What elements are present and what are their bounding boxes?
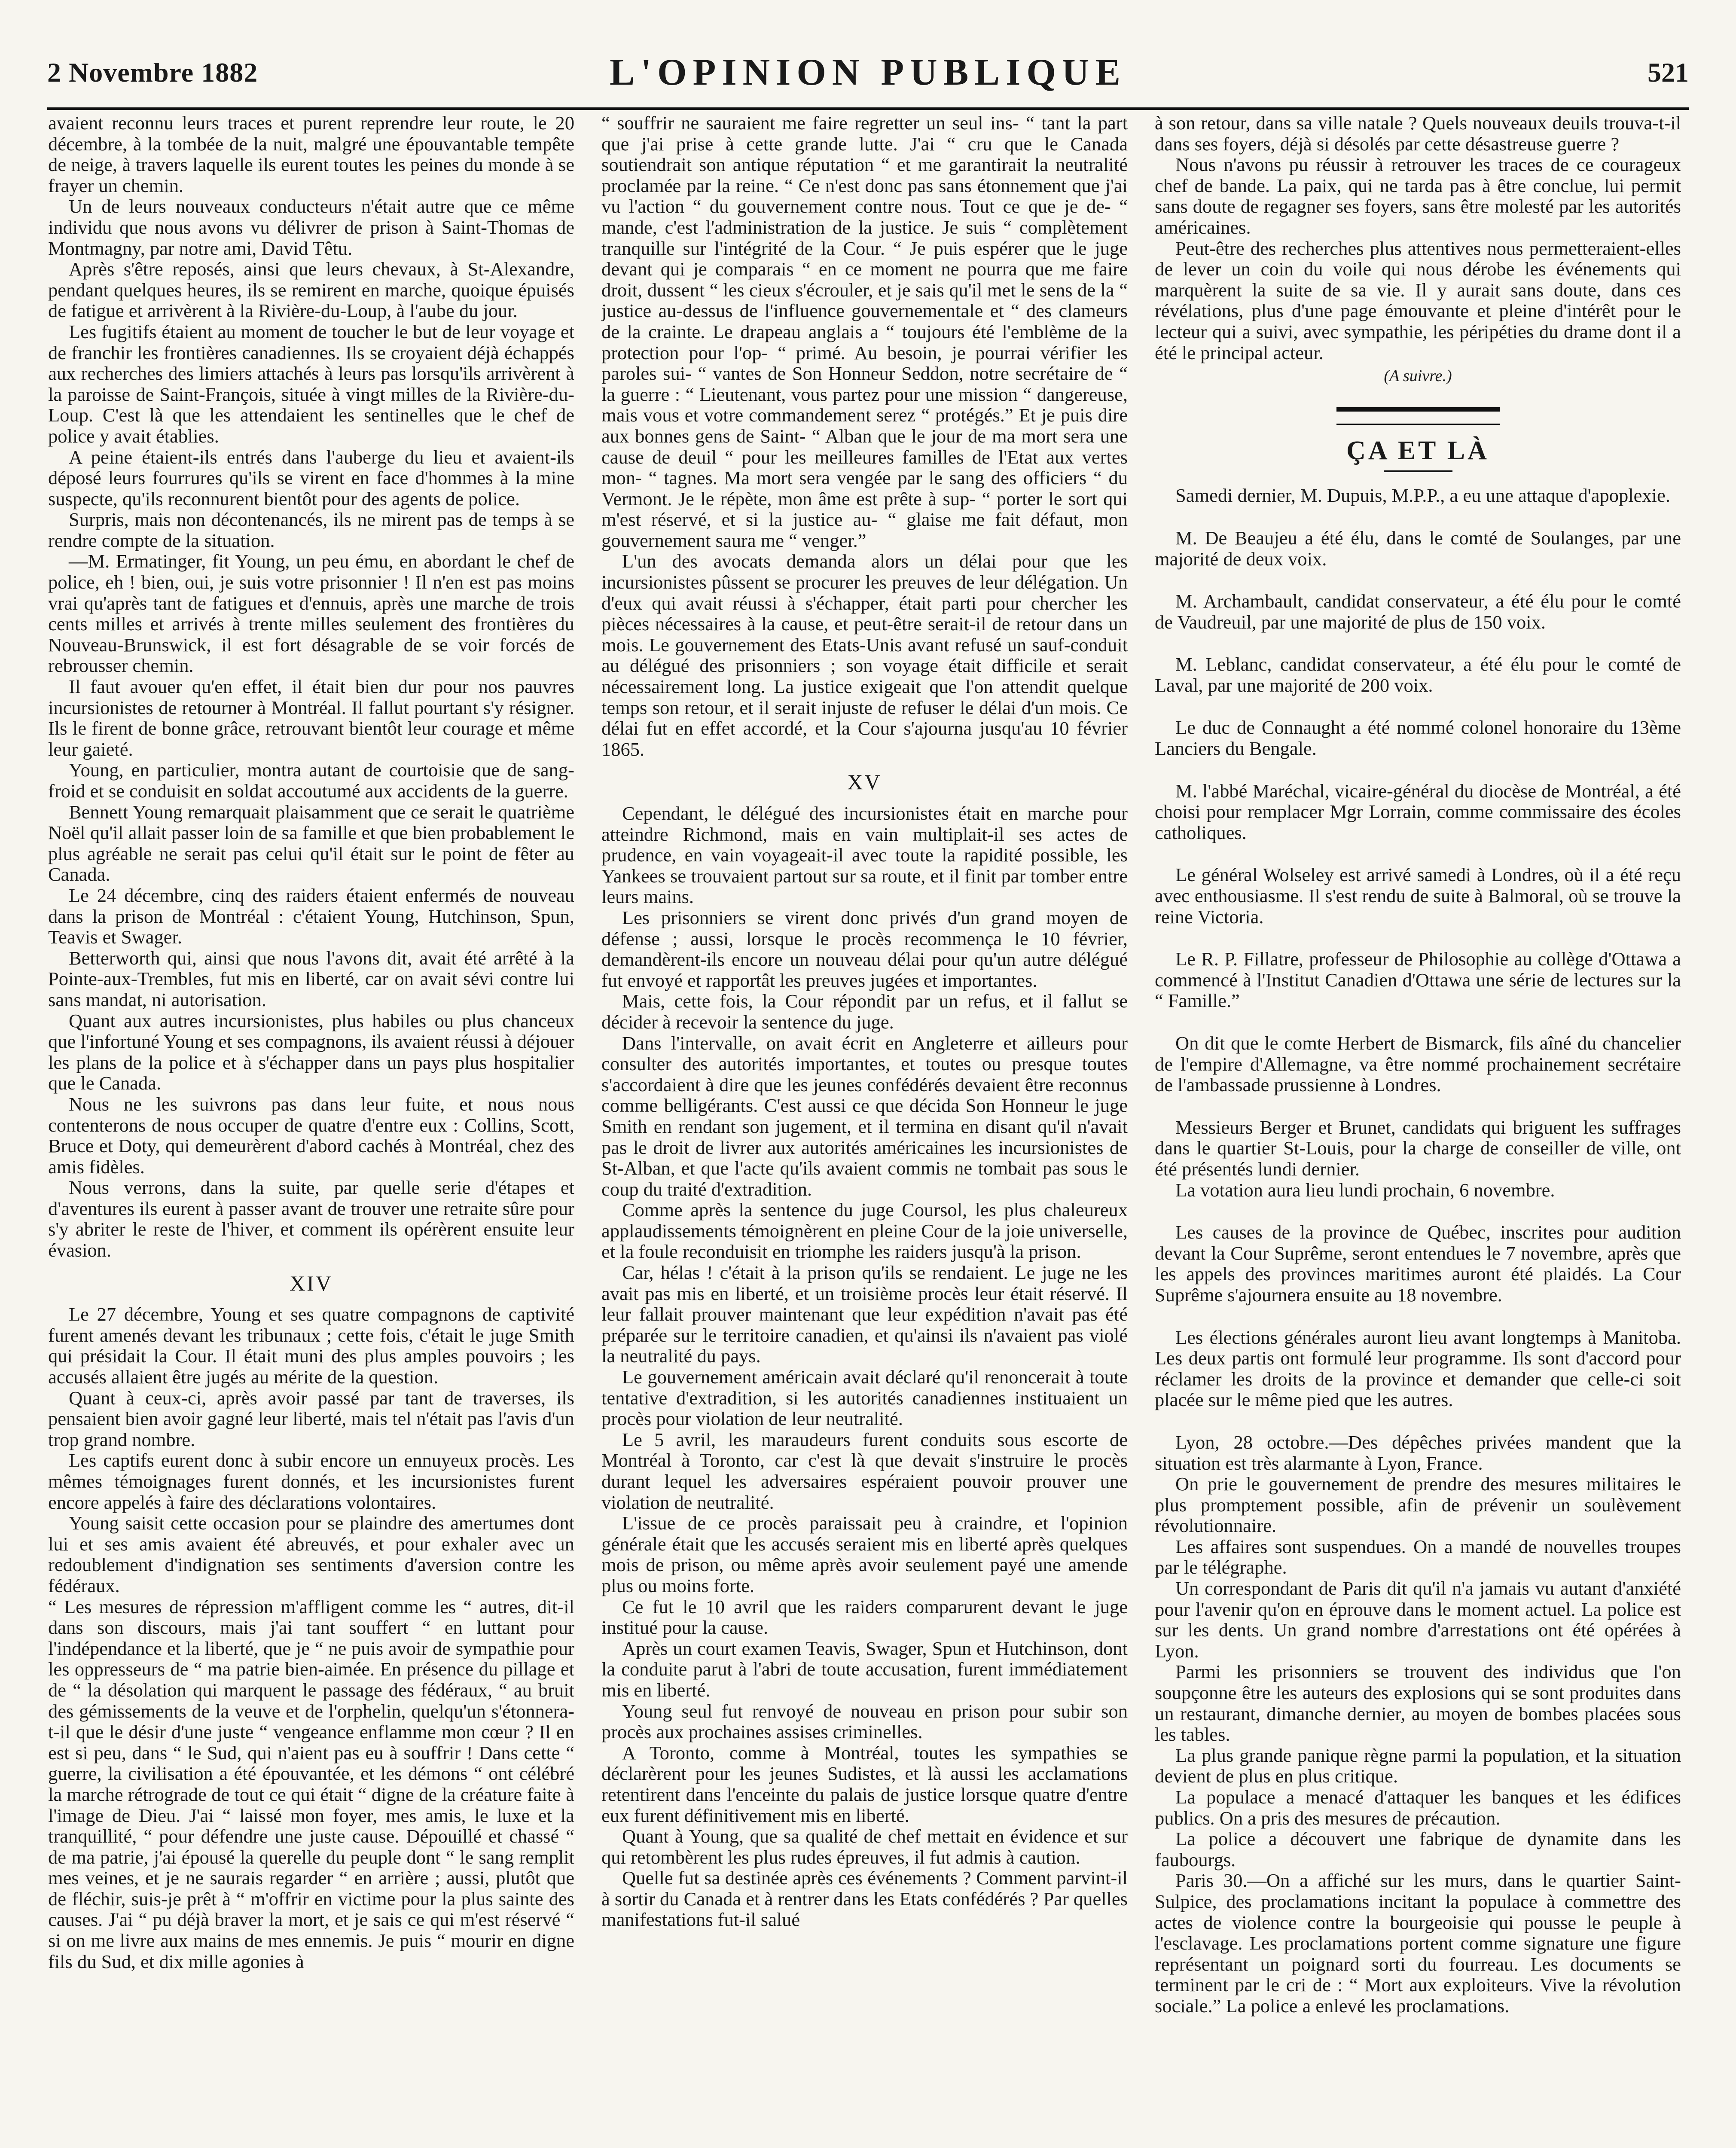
news-item: Messieurs Berger et Brunet, candidats qui briguent les suffrages dans le quartier St-Louis, pour la charge de conseiller de ville, ont été présentés lundi dernier. xyxy=(1155,1116,1681,1180)
news-item: M. De Beaujeu a été élu, dans le comté de Soulanges, par une majorité de deux voix. xyxy=(1155,527,1681,570)
paragraph: A Toronto, comme à Montréal, toutes les sympathies se déclarèrent pour les jeunes Sudistes, et là aussi les acclamations retentirent dans l'enceinte du palais de justice lorsque quatre d'entre eux furent définitivement mis en liberté. xyxy=(601,1742,1128,1826)
dispatch-paragraph: Les affaires sont suspendues. On a mandé de nouvelles troupes par le télégraphe. xyxy=(1155,1535,1681,1578)
paragraph: Le 5 avril, les maraudeurs furent conduits sous escorte de Montréal à Toronto, car c'est là que devait s'instruire le procès durant lequel les adversaires espéraient pouvoir prouver une violation de neutralité. xyxy=(601,1428,1128,1513)
section-ornament-rule xyxy=(1336,407,1500,425)
masthead-title: L'OPINION PUBLIQUE xyxy=(609,52,1127,93)
paragraph: Nous n'avons pu réussir à retrouver les traces de ce courageux chef de bande. La paix, qui ne tarda pas à être conclue, lui permit sans doute de regagner ses foyers, sans être molesté par les autorités américaines. xyxy=(1155,154,1681,238)
paragraph: Betterworth qui, ainsi que nous l'avons dit, avait été arrêté à la Pointe-aux-Trembles, fut mis en liberté, car on avait sévi contre lui sans mandat, ni autorisation. xyxy=(48,947,574,1010)
paragraph: Quant aux autres incursionistes, plus habiles ou plus chanceux que l'infortuné Young et ses compagnons, ils avaient réussi à déjouer les plans de la police et à s'échapper dans un pays plus hospitalier que le Canada. xyxy=(48,1010,574,1094)
section-heading-xiv: XIV xyxy=(290,1271,333,1295)
header-rule xyxy=(47,107,1689,110)
quoted-speech: “ Les mesures de répression m'affligent comme les “ autres, dit-il dans son discours, mais j'ai tant souffert “ en luttant pour l'indépendance et la liberté, que je “ ne puis avoir de sympathie pour les oppresseurs de “ ma patrie bien-aimée. En présence du pillage et de “ la désolation qui marquent le passage des fédéraux, “ au bruit des gémissements de la veuve et de l'orphelin, quelqu'un s'étonnera-t-il que le désir d'une juste “ vengeance enflamme mon cœur ? Il en est si peu, dans “ le Sud, qui n'aient pas eu à souffrir ! Dans cette “ guerre, la civilisation a été épouvantée, et les démons “ ont célébré la marche rétrograde de tout ce qui était “ digne de la créature faite à l'image de Dieu. J'ai “ laissé mon foyer, mes amis, le luxe et la tranquillité, “ pour défendre une juste cause. Dépouillé et chassé “ de ma patrie, j'ai épousé la querelle du peuple dont “ le sang remplit mes veines, et je ne saurais regarder “ en arrière ; aussi, plutôt que de fléchir, suis-je prêt à “ m'offrir en victime pour la plus sainte des causes. J'ai “ pu déjà braver la mort, et je sais ce qui m'est réservé “ si on me livre aux mains de mes ennemis. Je puis “ mourir en digne fils du Sud, et dix mille agonies à xyxy=(48,1596,574,1972)
paragraph: Surpris, mais non décontenancés, ils ne mirent pas de temps à se rendre compte de la situation. xyxy=(48,509,574,551)
paragraph: avaient reconnu leurs traces et purent reprendre leur route, le 20 décembre, à la tombée de la nuit, malgré une épouvantable tempête de neige, à travers laquelle ils eurent toutes les peines du monde à se frayer un chemin. xyxy=(48,113,574,196)
paragraph: Le 24 décembre, cinq des raiders étaient enfermés de nouveau dans la prison de Montréal : c'étaient Young, Hutchinson, Spun, Teavis et Swager. xyxy=(48,884,574,948)
paragraph: Après s'être reposés, ainsi que leurs chevaux, à St-Alexandre, pendant quelques heures, ils se remirent en marche, quoique épuisés de fatigue et arrivèrent à la Rivière-du-Loup, à l'aube du jour. xyxy=(48,258,574,322)
paragraph: L'un des avocats demanda alors un délai pour que les incursionistes pûssent se procurer les preuves de leur délégation. Un d'eux qui avait réussi à s'échapper, était parti pour chercher les pièces nécessaires à la cause, et peut-être serait-il de retour dans un mois. Le gouvernement des Etats-Unis avant refusé un sauf-conduit au délégué des prisonniers ; son voyage était difficile et serait nécessairement long. La justice exigeait que l'on attendit quelque temps son retour, et il serait injuste de refuser le délai d'un mois. Ce délai fut en effet accordé, et la Cour s'ajourna jusqu'au 10 février 1865. xyxy=(601,550,1128,760)
paragraph: A peine étaient-ils entrés dans l'auberge du lieu et avaient-ils déposé leurs fourrures qu'ils se virent en face d'hommes à la mine suspecte, qu'ils reconnurent bientôt pour des agents de police. xyxy=(48,446,574,510)
news-item: M. Archambault, candidat conservateur, a été élu pour le comté de Vaudreuil, par une majorité de plus de 150 voix. xyxy=(1155,590,1681,633)
news-item: M. l'abbé Maréchal, vicaire-général du diocèse de Montréal, a été choisi pour remplacer Mgr Lorrain, comme commissaire des écoles catholiques. xyxy=(1155,780,1681,843)
paragraph: à son retour, dans sa ville natale ? Quels nouveaux deuils trouva-t-il dans ses foyers, déjà si désolés par cette désastreuse guerre ? xyxy=(1155,113,1681,155)
paragraph: Car, hélas ! c'était à la prison qu'ils se rendaient. Le juge ne les avait pas mis en liberté, et un troisième procès leur était réservé. Il leur fallait prouver maintenant que leur expédition n'avait pas été préparée sur le territoire canadien, et qu'ainsi ils n'avaient pas violé la neutralité du pays. xyxy=(601,1262,1128,1367)
paragraph: Le gouvernement américain avait déclaré qu'il renoncerait à toute tentative d'extradition, si les autorités canadiennes instituaient un procès pour violation de leur neutralité. xyxy=(601,1366,1128,1430)
news-item: Le duc de Connaught a été nommé colonel honoraire du 13ème Lanciers du Bengale. xyxy=(1155,717,1681,760)
news-item-group xyxy=(1155,1117,1681,1200)
news-item: On dit que le comte Herbert de Bismarck, fils aîné du chancelier de l'empire d'Allemagne, va être nommé prochainement secrétaire de l'ambassade prussienne à Londres. xyxy=(1155,1032,1681,1096)
paragraph: Après un court examen Teavis, Swager, Spun et Hutchinson, dont la conduite parut à l'abri de toute accusation, furent immédiatement mis en liberté. xyxy=(601,1637,1128,1701)
paragraph: Young saisit cette occasion pour se plaindre des amertumes dont lui et ses amis avaient été abreuvés, et pour exhaler avec un redoublement d'indignation ses sentiments d'aversion contre les fédéraux. xyxy=(48,1512,574,1596)
to-be-continued: (A suivre.) xyxy=(1384,367,1452,385)
section-heading-xv: XV xyxy=(847,770,882,794)
paragraph: Bennett Young remarquait plaisamment que ce serait le quatrième Noël qu'il allait passer loin de sa famille et que bien probablement le plus agréable ne serait pas celui qu'il était sur le point de fêter au Canada. xyxy=(48,801,574,885)
paragraph: Quant à Young, que sa qualité de chef mettait en évidence et sur qui retombèrent les plus rudes épreuves, il fut admis à caution. xyxy=(601,1825,1128,1868)
dispatch-paragraph: La plus grande panique règne parmi la population, et la situation devient de plus en plus critique. xyxy=(1155,1744,1681,1787)
paragraph: Nous ne les suivrons pas dans leur fuite, et nous nous contenterons de nous occuper de quatre d'entre eux : Collins, Scott, Bruce et Doty, qui demeurèrent d'abord cachés à Montréal, chez des amis fidèles. xyxy=(48,1093,574,1178)
paragraph: Peut-être des recherches plus attentives nous permetteraient-elles de lever un coin du voile qui nous dérobe les événements qui marquèrent la suite de sa vie. Il y aurait sans doute, dans ces révélations, plus d'une page émouvante et pleine d'intérêt pour le lecteur qui a suivi, avec sympathie, les péripéties du drame dont il a été le principal acteur. xyxy=(1155,237,1681,363)
paragraph: Un de leurs nouveaux conducteurs n'était autre que ce même individu que nous avons vu délivrer de prison à Saint-Thomas de Montmagny, par notre ami, David Têtu. xyxy=(48,195,574,259)
dispatch-paragraph: Paris 30.—On a affiché sur les murs, dans le quartier Saint-Sulpice, des proclamations incitant la populace à commettre des actes de violence contre la bourgeoisie qui pousse le peuple à l'esclavage. Les proclamations portent comme signature une figure représentant un poignard sorti du fourreau. Les documents se terminent par le cri de : “ Mort aux exploiteurs. Vive la révolution sociale.” La police a enlevé les proclamations. xyxy=(1155,1870,1681,2017)
paragraph: Young seul fut renvoyé de nouveau en prison pour subir son procès aux prochaines assises criminelles. xyxy=(601,1700,1128,1743)
paragraph: Comme après la sentence du juge Coursol, les plus chaleureux applaudissements témoignèrent en pleine Cour de la joie universelle, et la foule reconduisit en triomphe les raiders jusqu'à la prison. xyxy=(601,1199,1128,1263)
paragraph: Nous verrons, dans la suite, par quelle serie d'étapes et d'aventures ils eurent à passer avant de trouver une retraite sûre pour s'y abriter le reste de l'hiver, et comment ils opérèrent ensuite leur évasion. xyxy=(48,1177,574,1261)
news-item: La votation aura lieu lundi prochain, 6 novembre. xyxy=(1175,1179,1555,1201)
issue-date: 2 Novembre 1882 xyxy=(47,57,258,88)
news-item: M. Leblanc, candidat conservateur, a été élu pour le comté de Laval, par une majorité de 200 voix. xyxy=(1155,653,1681,696)
page-number: 521 xyxy=(1648,57,1689,88)
paragraph: Ce fut le 10 avril que les raiders comparurent devant le juge institué pour la cause. xyxy=(601,1596,1128,1638)
dispatch-paragraph: Lyon, 28 octobre.—Des dépêches privées mandent que la situation est très alarmante à Lyon, France. xyxy=(1155,1431,1681,1474)
paragraph: Les captifs eurent donc à subir encore un ennuyeux procès. Les mêmes témoignages furent donnés, et les incursionistes furent encore appelés à faire des déclarations volontaires. xyxy=(48,1449,574,1513)
news-item: Samedi dernier, M. Dupuis, M.P.P., a eu une attaque d'apoplexie. xyxy=(1175,485,1670,506)
dispatch-paragraph: La populace a menacé d'attaquer les banques et les édifices publics. On a pris des mesures de précaution. xyxy=(1155,1786,1681,1829)
news-item: Le général Wolseley est arrivé samedi à Londres, où il a été reçu avec enthousiasme. Il s'est rendu de suite à Balmoral, où se trouve la reine Victoria. xyxy=(1155,864,1681,928)
paragraph: —M. Ermatinger, fit Young, un peu ému, en abordant le chef de police, eh ! bien, oui, je suis votre prisonnier ! Il n'en est pas moins vrai qu'après tant de fatigues et d'ennuis, après une marche de trois cents milles et arrivés à trente milles seulement des frontières du Nouveau-Brunswick, il est fort désagrable de se voir forcés de rebrousser chemin. xyxy=(48,550,574,677)
news-item: Le R. P. Fillatre, professeur de Philosophie au collège d'Ottawa a commencé à l'Institut Canadien d'Ottawa une série de lectures sur la “ Famille.” xyxy=(1155,948,1681,1012)
dispatch-paragraph: On prie le gouvernement de prendre des mesures militaires le plus promptement possible, afin de prévenir un soulèvement révolutionnaire. xyxy=(1155,1473,1681,1537)
section-heading-ca-et-la: ÇA ET LÀ xyxy=(1346,436,1489,465)
dispatch-paragraph: Parmi les prisonniers se trouvent des individus que l'on soupçonne être les auteurs des explosions qui se sont produites dans un restaurant, dimanche dernier, au moyen de bombes placées sous les tables. xyxy=(1155,1661,1681,1745)
dispatch-paragraph: La police a découvert une fabrique de dynamite dans les faubourgs. xyxy=(1155,1828,1681,1870)
paragraph: Quelle fut sa destinée après ces événements ? Comment parvint-il à sortir du Canada et à rentrer dans les Etats confédérés ? Par quelles manifestations fut-il salué xyxy=(601,1867,1128,1931)
paragraph: Le 27 décembre, Young et ses quatre compagnons de captivité furent amenés devant les tribunaux ; cette fois, c'était le juge Smith qui présidait la Cour. Il était muni des plus amples pouvoirs ; les accusés allaient être jugés au mérite de la question. xyxy=(48,1303,574,1388)
column-3 xyxy=(1155,113,1681,2148)
paragraph: Il faut avouer qu'en effet, il était bien dur pour nos pauvres incursionistes de retourner à Montréal. Il fallut pourtant s'y résigner. Ils le firent de bonne grâce, retrouvant bientôt leur courage et même leur gaieté. xyxy=(48,676,574,760)
paragraph: Quant à ceux-ci, après avoir passé par tant de traverses, ils pensaient bien avoir gagné leur liberté, mais tel n'était pas l'avis d'un trop grand nombre. xyxy=(48,1387,574,1450)
paragraph: Cependant, le délégué des incursionistes était en marche pour atteindre Richmond, mais en vain multiplait-il ses actes de prudence, en vain voyageait-il avec toute la rapidité possible, les Yankees se trouvaient partout sur sa route, et il finit par tomber entre leurs mains. xyxy=(601,802,1128,908)
paragraph: Les prisonniers se virent donc privés d'un grand moyen de défense ; aussi, lorsque le procès recommença le 10 février, demandèrent-ils encore un nouveau délai pour qu'un autre délégué fut envoyé et rapportât les preuves jugées et importantes. xyxy=(601,906,1128,991)
dispatch-paragraph: Un correspondant de Paris dit qu'il n'a jamais vu autant d'anxiété pour l'avenir qu'on en éprouve dans le moment actuel. La police est sur les dents. Un grand nombre d'arrestations ont été opérées à Lyon. xyxy=(1155,1577,1681,1662)
column-1 xyxy=(48,113,574,2148)
paragraph: Les fugitifs étaient au moment de toucher le but de leur voyage et de franchir les frontières canadiennes. Ils se croyaient déjà échappés aux recherches des limiers attachés à leurs pas lorsqu'ils arrivèrent à la paroisse de Saint-François, située à vingt milles de la Rivière-du-Loup. C'est là que les attendaient les sentinelles que le chef de police y avait établies. xyxy=(48,320,574,447)
paragraph: Young, en particulier, montra autant de courtoisie que de sang-froid et se conduisit en soldat accoutumé aux accidents de la guerre. xyxy=(48,759,574,802)
heading-underline xyxy=(1384,470,1452,472)
news-item: Les causes de la province de Québec, inscrites pour audition devant la Cour Suprême, seront entendues le 7 novembre, après que les appels des provinces maritimes auront été plaidés. La Cour Suprême s'ajournera ensuite au 18 novembre. xyxy=(1155,1221,1681,1306)
news-item: Les élections générales auront lieu avant longtemps à Manitoba. Les deux partis ont formulé leur programme. Ils sont d'accord pour réclamer les droits de la province et demander que celle-ci soit placée sur le même pied que les autres. xyxy=(1155,1326,1681,1411)
page-header xyxy=(47,51,1689,102)
paragraph: L'issue de ce procès paraissait peu à craindre, et l'opinion générale était que les accusés seraient mis en liberté après quelques mois de prison, ou même après avoir seulement payé une amende plus ou moins forte. xyxy=(601,1512,1128,1596)
quoted-speech: “ souffrir ne sauraient me faire regretter un seul ins- “ tant la part que j'ai prise à cette grande lutte. J'ai “ cru que le Canada soutiendrait son antique réputation “ et me garantirait la neutralité proclamée par la reine. “ Ce n'est donc pas sans étonnement que j'ai vu l'action “ du gouvernement contre nous. Tout ce que je de- “ mande, c'est l'administration de la justice. Je suis “ complètement tranquille sur l'intégrité de la Cour. “ Je puis espérer que le juge devant qui je comparais “ en ce moment ne pourra que me faire droit, dussent “ les cieux s'écrouler, et je sais qu'il met le sens de la “ justice au-dessus de l'influence gouvernementale et “ des clameurs de la crainte. Le drapeau anglais a “ toujours été l'emblème de la protection pour l'op- “ primé. Au besoin, je pourrai vérifier les paroles sui- “ vantes de Son Honneur Seddon, notre secrétaire de “ la guerre : “ Lieutenant, vous partez pour une mission “ dangereuse, mais vous et votre commandement serez “ protégés.” Et je puis dire aux bonnes gens de Saint- “ Alban que le jour de ma mort sera une cause de deuil “ pour les meilleures familles de l'Etat aux vertes mon- “ tagnes. Ma mort sera vengée par le sang des officiers “ du Vermont. Je le répète, mon âme est prête à sup- “ porter le sort qui m'est réservé, et si la justice au- “ glaise me fait défaut, mon gouvernement saura me “ venger.” xyxy=(601,113,1128,551)
paragraph: Dans l'intervalle, on avait écrit en Angleterre et ailleurs pour consulter des autorités importantes, et toutes ou presque toutes s'accordaient à dire que les jeunes confédérés devaient être reconnus comme belligérants. C'est aussi ce que décida Son Honneur le juge Smith en rendant son jugement, et il termina en disant qu'il n'avait pas le droit de livrer aux autorités américaines les incursionistes de St-Alban, et que l'acte qu'ils avaient commis ne tombait pas sous le coup du traité d'extradition. xyxy=(601,1032,1128,1200)
column-2 xyxy=(601,113,1128,2148)
paragraph: Mais, cette fois, la Cour répondit par un refus, et il fallut se décider à recevoir la sentence du juge. xyxy=(601,990,1128,1033)
